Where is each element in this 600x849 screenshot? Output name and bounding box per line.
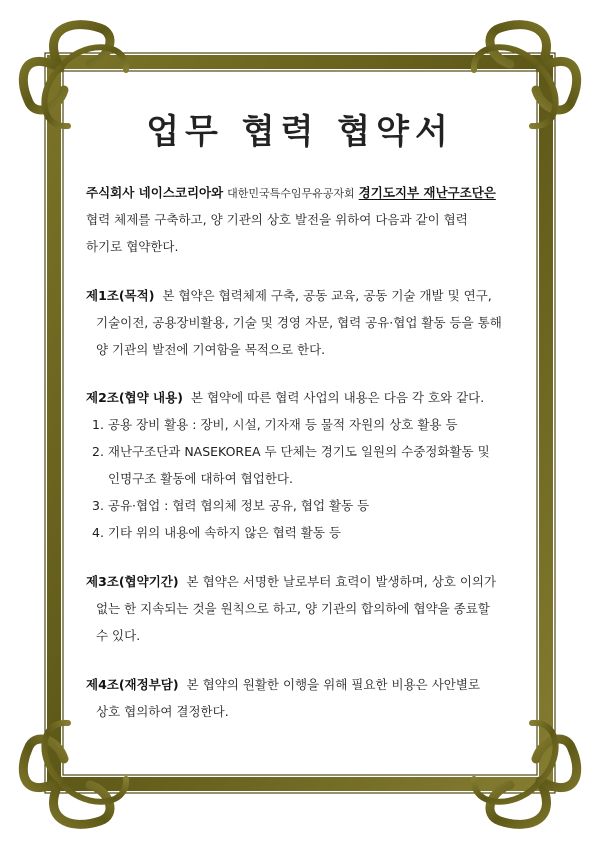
article-4-heading: 제4조(재정부담) — [86, 677, 179, 692]
party-3: 경기도지부 재난구조단은 — [358, 185, 496, 200]
article-2-item-2-cont: 인명구조 활동에 대하여 협업한다. — [108, 471, 293, 486]
article-2-heading: 제2조(협약 내용) — [86, 390, 183, 405]
article-2-item-2: 2. 재난구조단과 NASEKOREA 두 단체는 경기도 일원의 수중정화활동 및 — [92, 444, 490, 459]
article-3-line-3: 수 있다. — [96, 628, 141, 643]
article-1-line-2: 기술이전, 공용장비활용, 기술 및 경영 자문, 협력 공유·협업 활동 등을 통해 — [96, 315, 502, 330]
intro-line-3: 하기로 협약한다. — [86, 239, 179, 254]
article-4-line-1: 제4조(재정부담) 본 협약의 원활한 이행을 위해 필요한 비용은 사안별로 — [86, 677, 480, 692]
document-title: 업무 협력 협약서 — [146, 112, 454, 152]
article-3-line-2: 없는 한 지속되는 것을 원칙으로 하고, 양 기관의 합의하에 협약을 종료할 — [96, 601, 490, 616]
article-2-line-1: 제2조(협약 내용) 본 협약에 따른 협력 사업의 내용은 다음 각 호와 같다. — [86, 390, 485, 405]
intro-line-1 — [86, 179, 496, 207]
article-4-line-2: 상호 협의하여 결정한다. — [96, 704, 229, 719]
article-3-line-1: 제3조(협약기간) 본 협약은 서명한 날로부터 효력이 발생하며, 상호 이의가 — [86, 574, 497, 589]
article-2-item-3: 3. 공유·협업 : 협력 협의체 정보 공유, 협업 활동 등 — [92, 498, 370, 513]
party-1: 주식회사 네이스코리아와 — [86, 185, 224, 200]
article-1-heading: 제1조(목적) — [86, 288, 155, 303]
article-3-heading: 제3조(협약기간) — [86, 574, 179, 589]
party-2: 대한민국특수임무유공자회 — [227, 187, 355, 200]
article-1-line-1: 제1조(목적) 본 협약은 협력체제 구축, 공동 교육, 공동 기술 개발 및 연구, — [86, 288, 492, 303]
article-2-item-1: 1. 공용 장비 활용 : 장비, 시설, 기자재 등 물적 자원의 상호 활용 등 — [92, 417, 458, 432]
article-2-item-4: 4. 기타 위의 내용에 속하지 않은 협력 활동 등 — [92, 525, 341, 540]
article-1-line-3: 양 기관의 발전에 기여함을 목적으로 한다. — [96, 342, 326, 357]
intro-line-2: 협력 체제를 구축하고, 양 기관의 상호 발전을 위하여 다음과 같이 협력 — [86, 212, 468, 227]
